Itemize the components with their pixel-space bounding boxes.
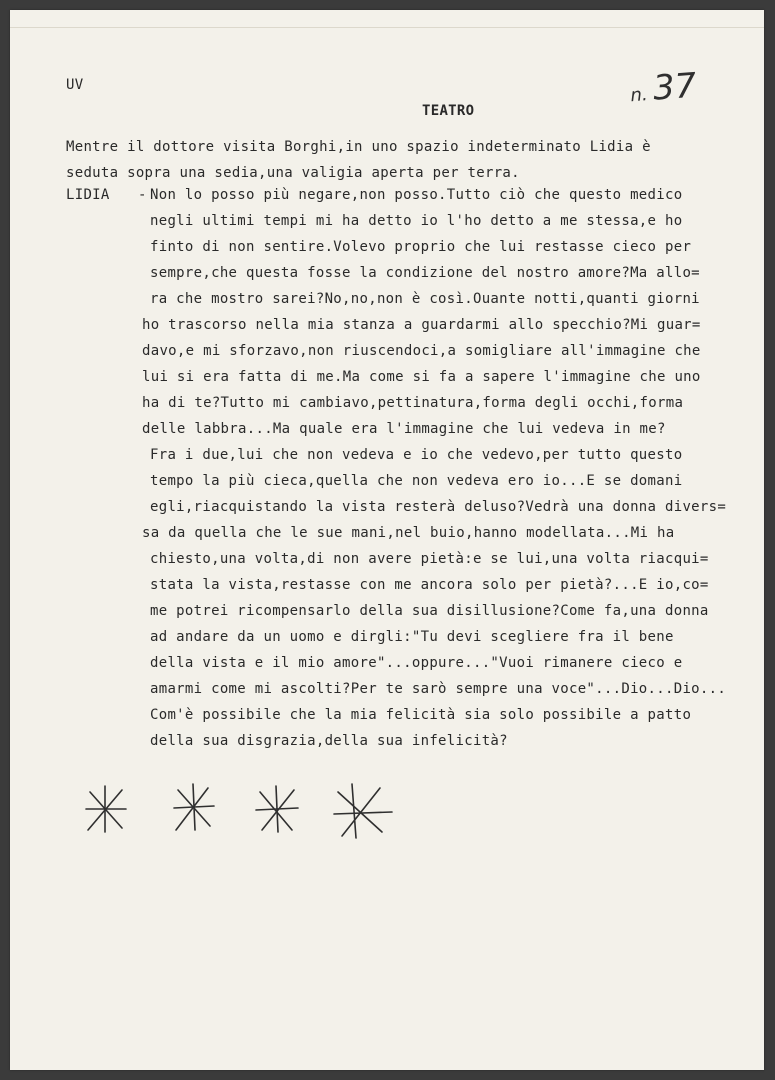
document-code: UV — [66, 77, 84, 93]
speech-line: ho trascorso nella mia stanza a guardarmi allo specchio?Mi guar= — [142, 317, 701, 333]
speech-line: Fra i due,lui che non vedeva e io che vedevo,per tutto questo — [150, 447, 683, 463]
speech-line: sa da quella che le sue mani,nel buio,hanno modellata...Mi ha — [142, 525, 675, 541]
asterisk-mark-2 — [174, 784, 214, 830]
folio-value: 37 — [651, 65, 698, 109]
speech-line: ad andare da un uomo e dirgli:"Tu devi scegliere fra il bene — [150, 629, 674, 645]
speaker-name: LIDIA — [66, 187, 110, 203]
speech-line: sempre,che questa fosse la condizione del nostro amore?Ma allo= — [150, 265, 700, 281]
speech-line: stata la vista,restasse con me ancora solo per pietà?...E io,co= — [150, 577, 709, 593]
speech-line: lui si era fatta di me.Ma come si fa a sapere l'immagine che uno — [142, 369, 701, 385]
speech-line: delle labbra...Ma quale era l'immagine che lui vedeva in me? — [142, 421, 666, 437]
speech-line: negli ultimi tempi mi ha detto io l'ho detto a me stessa,e ho — [150, 213, 683, 229]
speech-line: della vista e il mio amore"...oppure..."Vuoi rimanere cieco e — [150, 655, 683, 671]
speech-line: finto di non sentire.Volevo proprio che lui restasse cieco per — [150, 239, 692, 255]
asterisk-mark-4 — [334, 784, 392, 838]
speech-line: Non lo posso più negare,non posso.Tutto ciò che questo medico — [150, 187, 683, 203]
folio-number — [629, 66, 698, 111]
speech-line: davo,e mi sforzavo,non riuscendoci,a somigliare all'immagine che — [142, 343, 701, 359]
asterisk-mark-1 — [86, 786, 126, 832]
speech-line: ra che mostro sarei?No,no,non è così.Ouante notti,quanti giorni — [150, 291, 700, 307]
speech-line: amarmi come mi ascolti?Per te sarò sempre una voce"...Dio...Dio... — [150, 681, 727, 697]
folio-mark: n. — [629, 84, 649, 107]
page-fold-line — [10, 27, 764, 28]
speech-line: me potrei ricompensarlo della sua disillusione?Come fa,una donna — [150, 603, 709, 619]
asterisk-mark-3 — [256, 786, 298, 832]
speech-line: tempo la più cieca,quella che non vedeva ero io...E se domani — [150, 473, 683, 489]
speech-line: egli,riacquistando la vista resterà deluso?Vedrà una donna divers= — [150, 499, 727, 515]
document-page — [10, 10, 764, 1070]
section-heading: TEATRO — [422, 103, 475, 119]
speech-line: Com'è possibile che la mia felicità sia solo possibile a patto — [150, 707, 692, 723]
stage-direction-line: seduta sopra una sedia,una valigia aperta per terra. — [66, 165, 520, 181]
handwritten-asterisks — [80, 780, 420, 850]
speech-line: della sua disgrazia,della sua infelicità? — [150, 733, 508, 749]
speech-line: chiesto,una volta,di non avere pietà:e se lui,una volta riacqui= — [150, 551, 709, 567]
speech-line: ha di te?Tutto mi cambiavo,pettinatura,forma degli occhi,forma — [142, 395, 684, 411]
stage-direction-line: Mentre il dottore visita Borghi,in uno spazio indeterminato Lidia è — [66, 139, 651, 155]
speaker-dash: - — [138, 187, 147, 203]
